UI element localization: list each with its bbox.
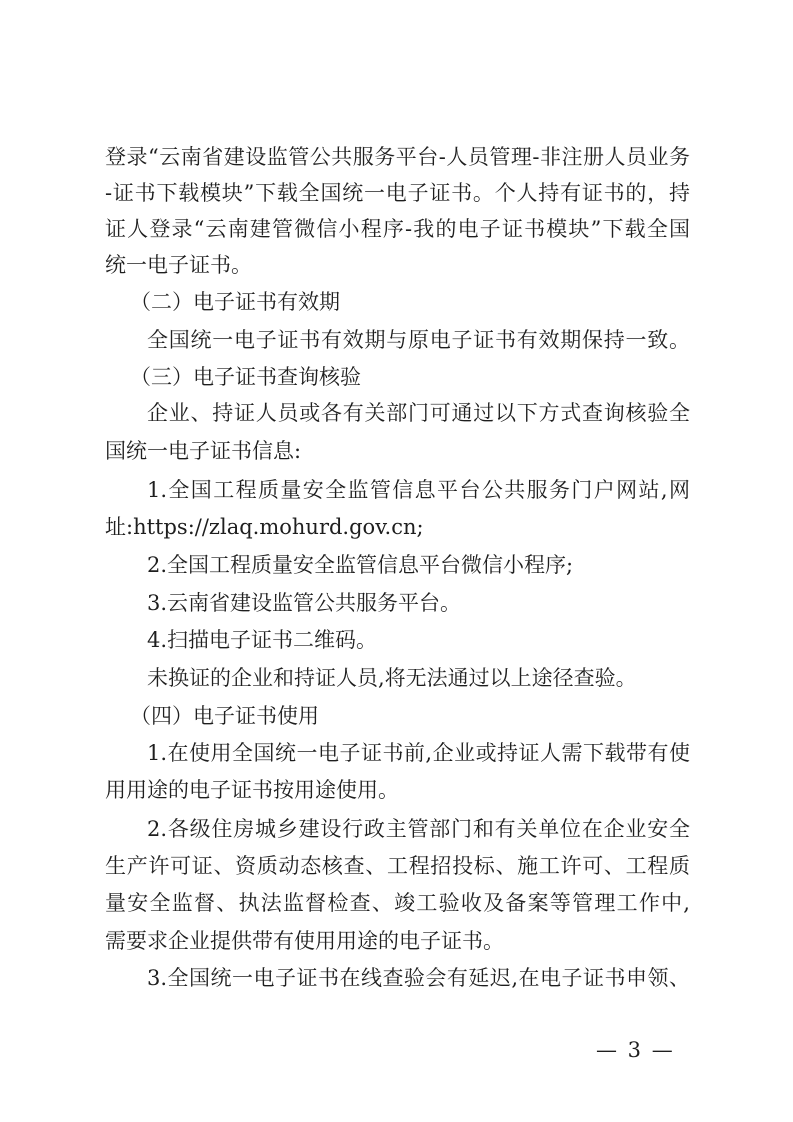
text-line: 生产许可证、资质动态核查、工程招投标、施工许可、工程质 [105, 854, 690, 878]
text-line: 3.云南省建设监管公共服务平台。 [147, 591, 462, 615]
text-line: 用用途的电子证书按用途使用。 [105, 778, 399, 802]
page-number: — 3 — [596, 1038, 675, 1062]
text-line: 3.全国统一电子证书在线查验会有延迟,在电子证书申领、 [147, 966, 690, 990]
text-line: 量安全监督、执法监督检查、竣工验收及备案等管理工作中, [105, 891, 690, 915]
text-line: 2.各级住房城乡建设行政主管部门和有关单位在企业安全 [147, 817, 690, 841]
text-line: 国统一电子证书信息: [105, 439, 302, 463]
section-heading: （三）电子证书查询核验 [130, 365, 361, 389]
text-line: 证人登录“云南建管微信小程序-我的电子证书模块”下载全国 [105, 217, 690, 241]
text-line: 4.扫描电子证书二维码。 [147, 628, 378, 652]
text-line: -证书下载模块”下载全国统一电子证书。个人持有证书的，持 [105, 181, 690, 205]
text-line: 登录“云南省建设监管公共服务平台-人员管理-非注册人员业务 [105, 145, 690, 169]
text-line: 统一电子证书。 [105, 253, 252, 277]
text-line: 址:https://zlaq.mohurd.gov.cn; [105, 515, 424, 539]
text-line: 未换证的企业和持证人员,将无法通过以上途径查验。 [147, 666, 637, 690]
text-line: 需要求企业提供带有使用用途的电子证书。 [105, 929, 504, 953]
section-heading: （四）电子证书使用 [130, 704, 319, 728]
text-line: 1.全国工程质量安全监管信息平台公共服务门户网站,网 [147, 478, 690, 502]
section-heading: （二）电子证书有效期 [130, 290, 340, 314]
text-line: 企业、持证人员或各有关部门可通过以下方式查询核验全 [147, 401, 690, 425]
text-line: 全国统一电子证书有效期与原电子证书有效期保持一致。 [147, 328, 690, 352]
text-line: 1.在使用全国统一电子证书前,企业或持证人需下载带有使 [147, 741, 690, 765]
text-line: 2.全国工程质量安全监管信息平台微信小程序; [147, 553, 574, 577]
